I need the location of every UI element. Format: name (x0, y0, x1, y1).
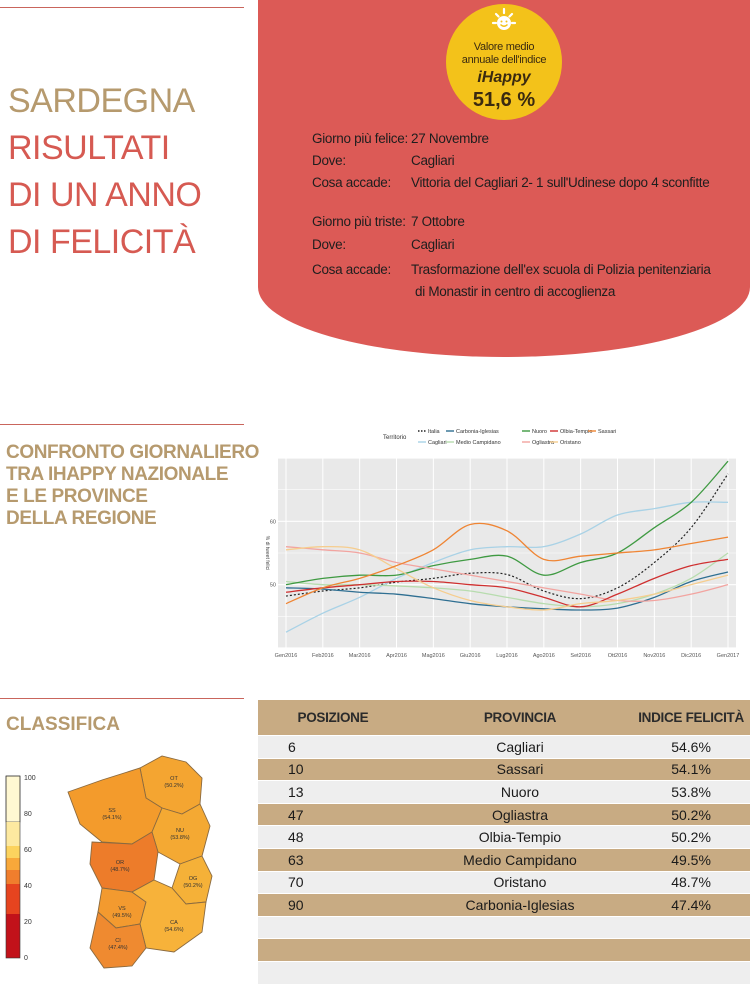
rank-index (632, 939, 750, 962)
rank-province (408, 939, 632, 962)
rank-position (258, 939, 408, 962)
x-tick-label: Mar2016 (348, 653, 371, 659)
comparison-title-line4: DELLA REGIONE (6, 508, 157, 529)
x-tick-label: Lug2016 (496, 653, 518, 659)
x-tick-label: Gen2017 (716, 653, 740, 659)
saddest-where: Cagliari (411, 237, 455, 252)
map-label-ca: CA (170, 920, 178, 926)
comparison-title-line1: CONFRONTO GIORNALIERO (6, 442, 260, 463)
x-tick-label: Apr2016 (386, 653, 407, 659)
badge-label-line2: annuale dell'indice (461, 54, 547, 66)
sardinia-map (62, 752, 232, 971)
table-row (258, 826, 750, 849)
title-line-3: DI UN ANNO (8, 176, 202, 214)
y-axis-label: % di tweet felici (264, 535, 270, 571)
legend-entry: Oristano (560, 440, 581, 446)
map-value-ot: (50.2%) (164, 783, 184, 789)
ranking-header-row (258, 700, 750, 736)
rank-province: Cagliari (408, 736, 632, 759)
x-tick-label: Gen2016 (274, 653, 298, 659)
rank-province (408, 916, 632, 939)
daily-comparison-chart (258, 420, 750, 662)
x-tick-label: Mag2016 (421, 653, 445, 659)
color-scale (0, 770, 40, 965)
legend-entry: Carbonia-Iglesias (456, 429, 499, 435)
table-row (258, 961, 750, 983)
x-tick-label: Ott2016 (607, 653, 628, 659)
map-value-or: (48.7%) (110, 867, 130, 873)
badge-value: 51,6 % (472, 89, 536, 111)
legend-entry: Cagliari (428, 440, 447, 446)
col-posizione: POSIZIONE (258, 700, 408, 736)
happiest-day-label: Giorno più felice: (312, 131, 408, 146)
rank-index: 54.1% (632, 758, 750, 781)
badge-label (446, 41, 562, 67)
scale-tick-20: 20 (24, 919, 32, 926)
map-label-or: OR (115, 860, 125, 866)
rank-province (408, 961, 632, 983)
table-row (258, 803, 750, 826)
table-row (258, 781, 750, 804)
legend-entry: Italia (428, 429, 440, 435)
y-tick-label: 60 (269, 519, 276, 526)
saddest-day: 7 Ottobre (411, 214, 465, 229)
saddest-info (312, 211, 742, 303)
rank-index: 47.4% (632, 894, 750, 917)
rank-index: 53.8% (632, 781, 750, 804)
saddest-day-label: Giorno più triste: (312, 214, 406, 229)
rank-province: Carbonia-Iglesias (408, 894, 632, 917)
page-title (8, 78, 248, 266)
rank-position (258, 961, 408, 983)
legend-entry: Nuoro (532, 429, 547, 435)
scale-tick-40: 40 (24, 883, 32, 890)
ranking-rule (0, 698, 244, 699)
rank-position: 70 (258, 871, 408, 894)
rank-province: Sassari (408, 758, 632, 781)
rank-position: 48 (258, 826, 408, 849)
rank-index: 50.2% (632, 803, 750, 826)
rank-province: Ogliastra (408, 803, 632, 826)
x-tick-label: Ago2016 (532, 653, 555, 659)
map-value-og: (50.2%) (183, 883, 203, 889)
comparison-rule (0, 424, 244, 425)
map-value-vs: (49.5%) (112, 913, 132, 919)
ihappy-badge (446, 4, 562, 120)
saddest-what-line1: Trasformazione dell'ex scuola di Polizia penitenziaria (411, 262, 711, 277)
x-tick-label: Giu2016 (459, 653, 481, 659)
rank-index: 49.5% (632, 848, 750, 871)
comparison-title-line2: TRA IHAPPY NAZIONALE (6, 464, 229, 485)
happiest-day: 27 Novembre (411, 131, 489, 146)
header-rule (0, 7, 244, 8)
comparison-title-line3: E LE PROVINCE (6, 486, 148, 507)
title-line-4: DI FELICITÀ (8, 223, 196, 261)
rank-position: 13 (258, 781, 408, 804)
map-label-ot: OT (170, 776, 178, 782)
scale-tick-100: 100 (24, 775, 36, 782)
saddest-what-line2: di Monastir in centro di accoglienza (415, 284, 616, 299)
happiest-what-label: Cosa accade: (312, 175, 391, 190)
x-tick-label: Nov2016 (643, 653, 666, 659)
rank-position (258, 916, 408, 939)
rank-index: 50.2% (632, 826, 750, 849)
rank-index: 54.6% (632, 736, 750, 759)
map-label-vs: VS (118, 906, 126, 912)
col-provincia: PROVINCIA (408, 700, 632, 736)
table-row (258, 871, 750, 894)
title-line-2: RISULTATI (8, 129, 170, 167)
table-row (258, 894, 750, 917)
map-label-ss: SS (108, 808, 116, 814)
map-value-nu: (53.8%) (170, 835, 190, 841)
rank-position: 6 (258, 736, 408, 759)
rank-index (632, 916, 750, 939)
map-label-og: OG (188, 876, 198, 882)
rank-position: 10 (258, 758, 408, 781)
map-label-ci: CI (115, 938, 121, 944)
rank-position: 63 (258, 848, 408, 871)
comparison-title (6, 442, 259, 530)
y-tick-label: 50 (269, 582, 276, 589)
scale-tick-80: 80 (24, 811, 32, 818)
rank-position: 47 (258, 803, 408, 826)
map-value-ca: (54.6%) (164, 927, 184, 933)
table-row (258, 758, 750, 781)
map-value-ci: (47.4%) (108, 945, 128, 951)
x-tick-label: Feb2016 (311, 653, 334, 659)
ranking-title: CLASSIFICA (6, 714, 120, 735)
legend-title: Territorio (383, 435, 407, 441)
x-tick-label: Set2016 (570, 653, 591, 659)
happiest-what: Vittoria del Cagliari 2- 1 sull'Udinese dopo 4 sconfitte (411, 175, 710, 190)
map-value-ss: (54.1%) (102, 815, 122, 821)
table-row (258, 736, 750, 759)
scale-tick-0: 0 (24, 955, 28, 962)
happiest-where: Cagliari (411, 153, 455, 168)
legend-entry: Sassari (598, 429, 617, 435)
rank-position: 90 (258, 894, 408, 917)
rank-index: 48.7% (632, 871, 750, 894)
happiest-where-label: Dove: (312, 153, 346, 168)
sun-smile-icon (489, 7, 519, 37)
table-row (258, 848, 750, 871)
ranking-table (258, 700, 750, 984)
map-label-nu: NU (176, 828, 184, 834)
saddest-what-label: Cosa accade: (312, 262, 391, 277)
legend-entry: Medio Campidano (456, 440, 501, 446)
rank-province: Nuoro (408, 781, 632, 804)
col-indice: INDICE FELICITÀ (632, 700, 750, 736)
legend-entry: Ogliastra (532, 440, 555, 446)
happiest-info (312, 128, 742, 198)
scale-tick-60: 60 (24, 847, 32, 854)
badge-brand: iHappy (477, 69, 531, 86)
rank-index (632, 961, 750, 983)
legend-entry: Olbia-Tempio (560, 429, 593, 435)
rank-province: Olbia-Tempio (408, 826, 632, 849)
saddest-where-label: Dove: (312, 237, 346, 252)
x-tick-label: Dic2016 (681, 653, 702, 659)
title-line-1: SARDEGNA (8, 82, 195, 120)
table-row (258, 939, 750, 962)
rank-province: Oristano (408, 871, 632, 894)
rank-province: Medio Campidano (408, 848, 632, 871)
table-row (258, 916, 750, 939)
badge-label-line1: Valore medio (473, 41, 535, 53)
